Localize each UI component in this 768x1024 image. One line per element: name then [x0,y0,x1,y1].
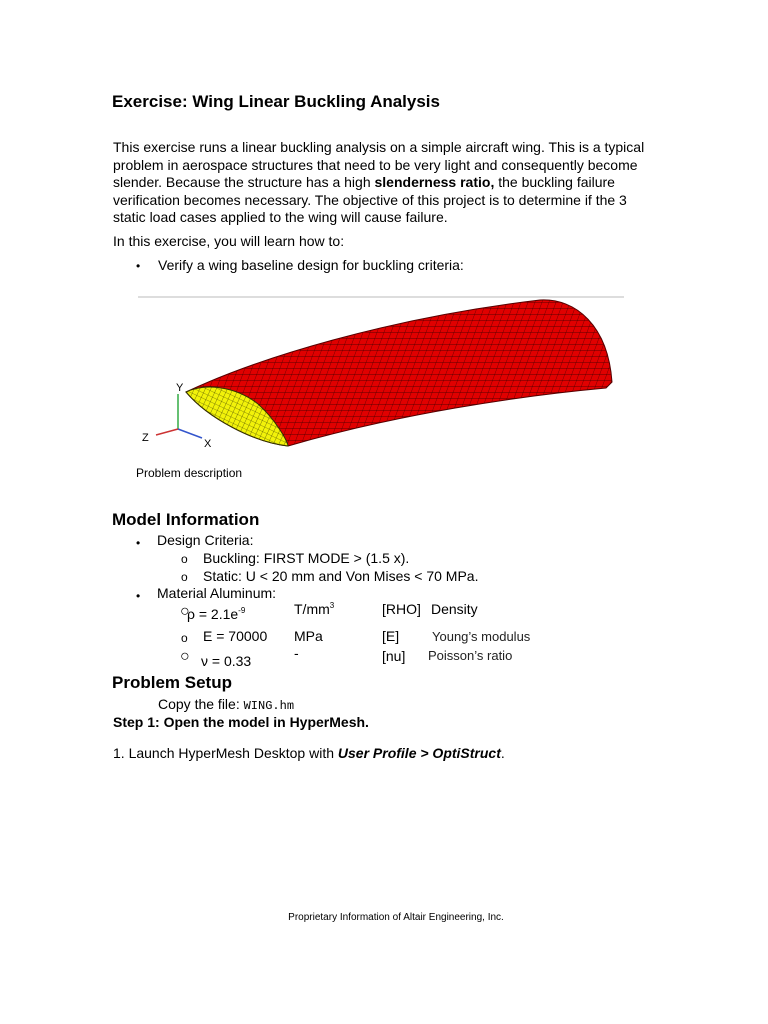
design-criteria-label: Design Criteria: [157,532,254,548]
nu-unit: - [294,645,299,661]
page-footer: Proprietary Information of Altair Engineering, Inc. [288,912,504,923]
sub-bullet-icon: o [181,552,188,566]
intro-bold: slenderness ratio, [374,174,495,190]
nu-desc: Poisson’s ratio [428,648,513,663]
rho-desc: Density [431,601,478,617]
nu-value: ν = 0.33 [201,653,252,669]
axis-z-label: Z [142,432,149,444]
launch-instruction: 1. Launch HyperMesh Desktop with User Profile > OptiStruct. [113,745,505,761]
criteria-item: Static: U < 20 mm and Von Mises < 70 MPa. [203,568,479,584]
sub-bullet-icon: o [181,570,188,584]
axis-y-label: Y [176,382,184,394]
e-unit: MPa [294,628,323,644]
e-tag: [E] [382,628,400,644]
copy-line: Copy the file: WING.hm [158,696,295,713]
rho-symbol: ρ [187,606,195,622]
sub-bullet-icon: o [181,631,188,645]
file-name: WING.hm [243,699,295,713]
axis-x-label: X [204,438,212,450]
e-value: E = 70000 [203,628,268,644]
page-title: Exercise: Wing Linear Buckling Analysis [112,92,440,111]
step-heading: Step 1: Open the model in HyperMesh. [113,714,369,730]
section-heading-model: Model Information [112,510,260,529]
profile-path: User Profile > OptiStruct [337,745,501,761]
e-desc: Young’s modulus [432,629,531,644]
rho-value: $\rho = 2.1e^{-9}$ [187,606,246,622]
bullet-icon: • [136,536,141,550]
criteria-item: Buckling: FIRST MODE > (1.5 x). [203,550,410,566]
figure-caption: Problem description [136,466,243,480]
rho-tag: [RHO] [382,601,421,617]
learn-intro: In this exercise, you will learn how to: [113,233,345,249]
bullet-icon: • [136,259,141,273]
sub-bullet-icon: ○ [180,603,190,620]
sub-bullet-icon: ○ [180,648,190,665]
intro-paragraph [113,139,653,227]
learn-item: Verify a wing baseline design for buckling criteria: [158,257,464,273]
nu-symbol: ν [201,653,208,669]
intro-text-2: the buckling failure verification becomes necessary. The objective of this project is to determine if the 3 static load cases applied to the wing will cause failure. [113,174,627,225]
rho-unit: $T/mm^3$ [294,601,335,617]
intro-text-1: This exercise runs a linear buckling analysis on a simple aircraft wing. This is a typical problem in aerospace structures that need to be very light and consequently become slender. Because the structure has a high [113,139,645,190]
nu-tag: [nu] [382,648,406,664]
bullet-icon: • [136,589,141,603]
section-heading-setup: Problem Setup [112,673,232,692]
wing-figure [138,296,624,456]
material-label: Material Aluminum: [157,585,277,601]
